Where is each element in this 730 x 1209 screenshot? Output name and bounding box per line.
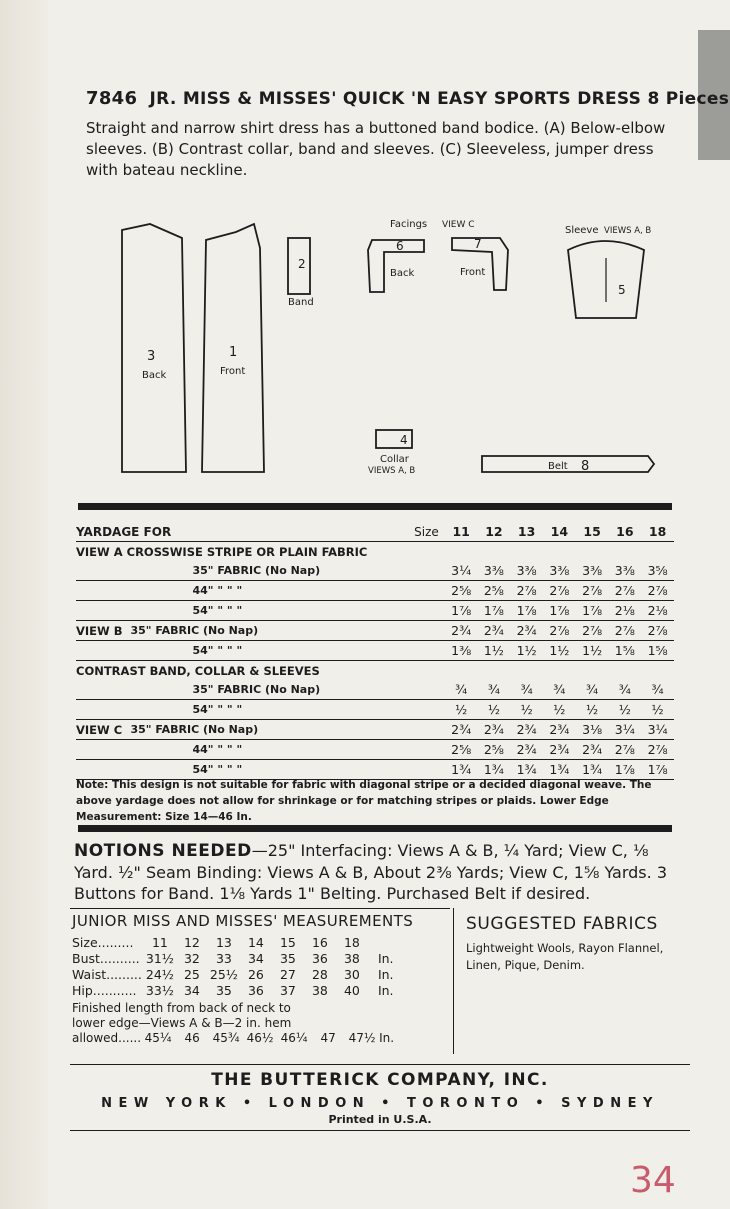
yardage-value: 1⅞ [445,601,478,621]
yardage-value: 2⅞ [608,740,641,760]
yardage-value: ½ [478,700,511,720]
notions-heading: NOTIONS NEEDED [74,841,252,861]
price-stamp: 34 [630,1160,676,1201]
yardage-value: ¾ [576,680,609,700]
sleeve-label: Sleeve [565,225,599,236]
yardage-value: 1¾ [445,760,478,780]
facing-back-number: 6 [396,239,404,253]
pattern-description: Straight and narrow shirt dress has a buttoned band bodice. (A) Below-elbow sleeves. (B) Contrast collar, band and sleeves. (C) Sleeveless, jumper dress with bateau neckline. [86,119,666,179]
yardage-view-label [76,561,123,581]
finished-length [72,1001,452,1046]
yardage-value: 2⅞ [510,581,543,601]
size-header: 16 [608,522,641,542]
yardage-value: ¾ [641,680,674,700]
measurement-value: 36 [311,950,328,966]
finished-length-unit: In. [379,1031,395,1045]
yardage-value: 2⅝ [478,740,511,760]
footer-top-rule [70,1064,690,1065]
view-c-label: VIEW C [442,220,475,230]
yardage-row [76,700,674,720]
collar-views: VIEWS A, B [368,466,416,476]
yardage-value: 2⅞ [576,621,609,641]
yardage-value: 2⅞ [641,740,674,760]
yardage-value: 1¾ [576,760,609,780]
yardage-value: 1⅞ [543,601,576,621]
measurement-label: Waist......... [72,966,142,982]
yardage-value: 2¾ [478,720,511,740]
yardage-value: 1⅝ [641,641,674,661]
yardage-fabric-label: 35" FABRIC (No Nap) [123,621,445,641]
yardage-fabric-label: 54" " " " [123,760,445,780]
facing-back-label: Back [390,268,415,279]
yardage-value: 2⅞ [641,621,674,641]
printed-in: Printed in U.S.A. [328,1113,432,1126]
measurement-value: 14 [247,934,264,950]
belt-label: Belt [548,461,568,472]
yardage-value: ½ [510,700,543,720]
sleeve-number: 5 [618,283,626,297]
measurement-value: 37 [279,982,296,998]
yardage-view-label: VIEW C [76,720,123,740]
suggested-fabrics-heading: SUGGESTED FABRICS [466,914,658,934]
yardage-value: 2¾ [510,621,543,641]
measurement-value: 32 [183,950,200,966]
yardage-value: 2¾ [543,740,576,760]
yardage-table [76,522,674,780]
front-piece-number: 1 [229,345,238,360]
yardage-value: 3⅜ [576,561,609,581]
yardage-value: 1¾ [510,760,543,780]
measurement-label: Bust.......... [72,950,140,966]
back-piece [122,224,186,472]
section-rule-top [78,503,672,510]
size-label: Size [414,524,439,539]
yardage-value: 3⅛ [576,720,609,740]
yardage-value: 2¾ [478,621,511,641]
pattern-number: 7846 [86,88,138,109]
measurement-row [72,966,398,982]
yardage-value: 2⅝ [445,581,478,601]
yardage-value: 1½ [478,641,511,661]
measurement-row [72,982,398,998]
yardage-value: 2¾ [576,740,609,760]
yardage-value: ¾ [478,680,511,700]
suggested-fabrics-text: Lightweight Wools, Rayon Flannel, Linen, Pique, Denim. [466,941,664,972]
yardage-header-row [76,522,674,542]
yardage-value: 1½ [510,641,543,661]
yardage-value: 3¼ [445,561,478,581]
finished-length-label: allowed...... [72,1031,142,1045]
suggested-fabrics [466,914,686,974]
yardage-value: ¾ [510,680,543,700]
yardage-row [76,641,674,661]
pattern-pieces-diagram [0,210,730,500]
yardage-value: ½ [641,700,674,720]
measurement-value: 34 [183,982,200,998]
band-piece-label: Band [288,297,314,308]
yardage-fabric-label: 44" " " " [123,740,445,760]
measurement-value: 13 [215,934,232,950]
yardage-view-label [76,680,123,700]
yardage-value: 1¾ [543,760,576,780]
yardage-fabric-label: 35" FABRIC (No Nap) [123,720,445,740]
yardage-value: 2⅞ [576,581,609,601]
yardage-value: 1⅜ [445,641,478,661]
measurement-value: 16 [311,934,328,950]
measurement-row [72,950,398,966]
yardage-row [76,581,674,601]
yardage-value: 3⅝ [641,561,674,581]
measurement-unit: In. [377,966,394,982]
measurement-label: Hip........... [72,982,137,998]
size-header: 12 [478,522,511,542]
yardage-fabric-label: 54" " " " [123,601,445,621]
yardage-heading: YARDAGE FOR Size [76,522,445,542]
yardage-fabric-label: 54" " " " [123,641,445,661]
facings-label: Facings [390,219,428,230]
yardage-value: 2⅛ [608,601,641,621]
yardage-value: 1½ [543,641,576,661]
yardage-value: 3¼ [608,720,641,740]
measurement-value: 38 [343,950,360,966]
yardage-value: 1⅝ [608,641,641,661]
company-cities: NEW YORK • LONDON • TORONTO • SYDNEY [101,1096,659,1111]
measurement-value: 33½ [145,982,174,998]
yardage-value: 2⅞ [641,581,674,601]
finished-length-value: 47 [320,1031,336,1045]
yardage-value: 1⅞ [608,760,641,780]
measurements-divider [453,908,454,1054]
measurement-value: 30 [343,966,360,982]
measurement-row [72,934,398,950]
yardage-value: 3¼ [641,720,674,740]
yardage-value: 2¾ [445,621,478,641]
size-header: 13 [510,522,543,542]
yardage-value: 3⅜ [478,561,511,581]
yardage-value: 1⅞ [641,760,674,780]
measurement-value: 15 [279,934,296,950]
measurement-value: 38 [311,982,328,998]
yardage-value: 2⅛ [641,601,674,621]
measurements-table [72,934,398,998]
yardage-row [76,601,674,621]
yardage-value: 2¾ [543,720,576,740]
collar-label: Collar [380,454,409,465]
yardage-value: 2⅞ [608,621,641,641]
finished-length-values [72,1031,452,1046]
measurement-value: 33 [215,950,232,966]
yardage-section-row [76,542,674,562]
yardage-view-label: VIEW B [76,621,123,641]
yardage-note: Note: This design is not suitable for fabric with diagonal stripe or a decided diagonal weave. The above yardage does not allow for shrinkage or for matching stripes or plaids. Lower Edge Measurement: Size 14—46 In. [76,779,652,823]
notions-needed [74,840,678,904]
yardage-value: 1⅞ [576,601,609,621]
yardage-row [76,621,674,641]
yardage-value: 2⅝ [478,581,511,601]
size-header: 15 [576,522,609,542]
yardage-fabric-label: 44" " " " [123,581,445,601]
yardage-row [76,720,674,740]
measurement-value: 12 [183,934,200,950]
yardage-value: ½ [576,700,609,720]
belt-piece [482,456,654,472]
yardage-value: 3⅜ [608,561,641,581]
yardage-value: 2⅝ [445,740,478,760]
measurements-heading: JUNIOR MISS AND MISSES' MEASUREMENTS [72,912,414,930]
yardage-value: 3⅜ [543,561,576,581]
front-piece-label: Front [220,366,246,377]
measurement-value: 28 [311,966,328,982]
notions-text: —25" Interfacing: Views A & B, ¼ Yard; View C, ⅛ Yard. ½" Seam Binding: Views A & B, About 2⅜ Yards; View C, 1⅝ Yards. 3 Buttons for Band. 1⅛ Yards 1" Belting. Purchased Belt if desired. [74,841,667,903]
yardage-view-label [76,740,123,760]
yardage-row [76,561,674,581]
measurement-unit: In. [377,950,394,966]
measurement-value: 31½ [145,950,174,966]
yardage-view-label [76,581,123,601]
band-piece-number: 2 [298,257,306,271]
yardage-value: 2¾ [510,740,543,760]
back-piece-label: Back [142,370,167,381]
company-name: THE BUTTERICK COMPANY, INC. [211,1070,549,1090]
measurement-unit [370,934,398,950]
size-header: 14 [543,522,576,542]
yardage-section-row [76,661,674,681]
yardage-value: 1⅞ [478,601,511,621]
pattern-name: JR. MISS & MISSES' QUICK 'N EASY SPORTS DRESS 8 Pieces [149,89,730,109]
yardage-value: 1¾ [478,760,511,780]
measurement-value: 25½ [209,966,238,982]
yardage-fabric-label: 35" FABRIC (No Nap) [123,680,445,700]
yardage-section-label: VIEW A CROSSWISE STRIPE OR PLAIN FABRIC [76,544,368,559]
yardage-value: ½ [543,700,576,720]
measurement-value: 11 [151,934,168,950]
measurement-value: 35 [279,950,296,966]
yardage-value: ¾ [445,680,478,700]
finished-length-value: 46½ [246,1031,274,1045]
facing-front-label: Front [460,267,486,278]
yardage-view-label [76,641,123,661]
yardage-value: 2⅞ [543,581,576,601]
yardage-value: ¾ [608,680,641,700]
yardage-value: ¾ [543,680,576,700]
yardage-value: 2⅞ [543,621,576,641]
finished-length-value: 45¾ [212,1031,240,1045]
measurement-value: 36 [247,982,264,998]
size-header: 18 [641,522,674,542]
envelope-left-edge [0,0,48,1209]
finished-length-value: 47½ [348,1031,376,1045]
yardage-row [76,680,674,700]
section-rule-middle [78,825,672,832]
yardage-value: 1⅞ [510,601,543,621]
yardage-value: 1½ [576,641,609,661]
facing-front-number: 7 [474,237,482,251]
measurement-value: 24½ [145,966,174,982]
footer-bottom-rule [70,1130,690,1131]
yardage-view-label [76,601,123,621]
collar-number: 4 [400,433,408,447]
back-piece-number: 3 [147,349,156,364]
sleeve-views: VIEWS A, B [604,226,652,236]
measurement-value: 40 [343,982,360,998]
size-header: 11 [445,522,478,542]
measurement-label: Size......... [72,934,134,950]
yardage-section-label: CONTRAST BAND, COLLAR & SLEEVES [76,663,320,678]
yardage-fabric-label: 35" FABRIC (No Nap) [123,561,445,581]
measurement-value: 26 [247,966,264,982]
yardage-value: ½ [445,700,478,720]
finished-length-line-1: Finished length from back of neck to [72,1001,291,1015]
yardage-view-label [76,700,123,720]
yardage-row [76,740,674,760]
measurement-value: 25 [183,966,200,982]
measurements-top-rule [70,908,450,909]
measurement-value: 27 [279,966,296,982]
belt-number: 8 [581,459,590,474]
measurements-block [72,912,452,1046]
yardage-value: 3⅜ [510,561,543,581]
finished-length-line-2: lower edge—Views A & B—2 in. hem [72,1016,292,1030]
yardage-value: 2⅞ [608,581,641,601]
finished-length-value: 46 [184,1031,200,1045]
measurement-value: 35 [215,982,232,998]
finished-length-value: 46¼ [280,1031,308,1045]
yardage-value: ½ [608,700,641,720]
measurement-value: 18 [343,934,360,950]
measurement-value: 34 [247,950,264,966]
pattern-title [86,88,729,109]
yardage-value: 2¾ [445,720,478,740]
yardage-value: 2¾ [510,720,543,740]
measurement-unit: In. [377,982,394,998]
finished-length-value: 45¼ [144,1031,172,1045]
yardage-fabric-label: 54" " " " [123,700,445,720]
